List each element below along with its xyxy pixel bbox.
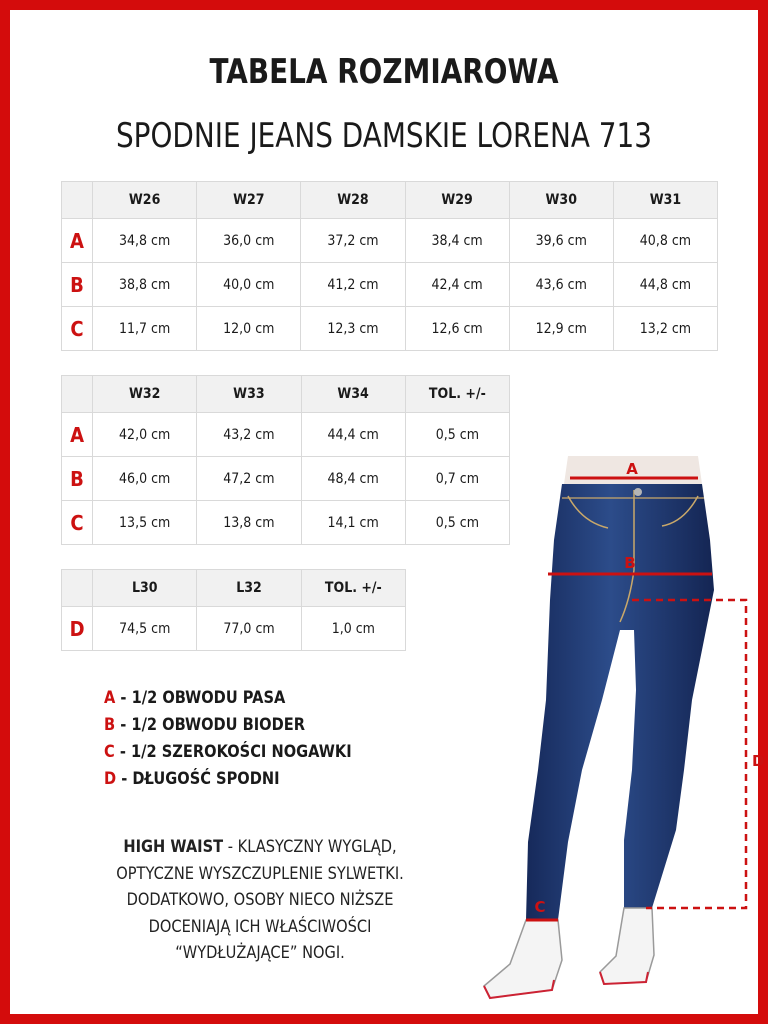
legend-item: [104, 685, 352, 712]
legend-key: D: [104, 769, 117, 789]
note-line: DODATKOWO, OSOBY NIECO NIŻSZE: [126, 890, 394, 910]
size-table-waist-26-31: [61, 181, 718, 351]
size-table-length: [61, 569, 406, 651]
measure-label-d: D: [752, 752, 765, 770]
row-label: A: [62, 413, 93, 457]
column-header: W33: [197, 376, 301, 413]
right-shoe: [600, 908, 654, 984]
column-header: W31: [613, 182, 717, 219]
jeans-body: [526, 484, 714, 920]
column-header: W30: [509, 182, 613, 219]
table-row: [62, 219, 718, 263]
table-cell: 14,1 cm: [301, 501, 405, 545]
page-title: TABELA ROZMIAROWA: [209, 52, 559, 92]
column-header: W34: [301, 376, 405, 413]
legend-item: [104, 739, 352, 766]
note-line: “WYDŁUŻAJĄCE” NOGI.: [175, 943, 345, 963]
measure-label-a: A: [626, 460, 638, 478]
note-line: OPTYCZNE WYSZCZUPLENIE SYLWETKI.: [116, 863, 404, 884]
table-cell: 42,4 cm: [405, 263, 509, 307]
table-cell: 36,0 cm: [197, 219, 301, 263]
table-cell: 12,0 cm: [197, 307, 301, 351]
table-cell: 12,6 cm: [405, 307, 509, 351]
table-cell: 47,2 cm: [197, 457, 301, 501]
table-cell: 44,8 cm: [613, 263, 717, 307]
table-cell: 44,4 cm: [301, 413, 405, 457]
note-line: [79, 834, 440, 861]
table-cell: 74,5 cm: [93, 607, 197, 651]
table-cell: 41,2 cm: [301, 263, 405, 307]
row-label: D: [62, 607, 93, 651]
legend-item: [104, 766, 352, 793]
table-cell: 40,0 cm: [197, 263, 301, 307]
column-header: W27: [197, 182, 301, 219]
table-header-row: [62, 570, 406, 607]
column-header: W26: [93, 182, 197, 219]
table-row: [62, 501, 510, 545]
legend-desc: - DŁUGOŚĆ SPODNI: [116, 769, 280, 789]
table-cell: 1,0 cm: [301, 607, 405, 651]
table-corner-cell: [62, 376, 93, 413]
table-header-row: [62, 376, 510, 413]
legend-key: A: [104, 688, 116, 708]
table-cell: 12,3 cm: [301, 307, 405, 351]
left-shoe: [484, 920, 562, 998]
measure-label-c: C: [534, 898, 546, 916]
legend-key: C: [104, 742, 115, 762]
table-cell: 40,8 cm: [613, 219, 717, 263]
table-cell: 34,8 cm: [93, 219, 197, 263]
column-header: L32: [197, 570, 301, 607]
column-header: W28: [301, 182, 405, 219]
row-label: B: [62, 457, 93, 501]
table-cell: 38,4 cm: [405, 219, 509, 263]
table-cell: 48,4 cm: [301, 457, 405, 501]
table-corner-cell: [62, 570, 93, 607]
table-cell: 12,9 cm: [509, 307, 613, 351]
table-row: [62, 307, 718, 351]
column-header: TOL. +/-: [301, 570, 405, 607]
table-cell: 46,0 cm: [93, 457, 197, 501]
high-waist-note: [79, 834, 440, 967]
table-row: [62, 607, 406, 651]
table-cell: 42,0 cm: [93, 413, 197, 457]
jeans-illustration: [470, 450, 766, 1010]
column-header: W32: [93, 376, 197, 413]
table-cell: 13,8 cm: [197, 501, 301, 545]
column-header: TOL. +/-: [405, 376, 509, 413]
note-line: DOCENIAJĄ ICH WŁAŚCIWOŚCI: [148, 916, 372, 937]
legend-item: [104, 712, 352, 739]
measurement-legend: [104, 685, 352, 793]
column-header: L30: [93, 570, 197, 607]
table-cell: 0,7 cm: [405, 457, 509, 501]
row-label: B: [62, 263, 93, 307]
size-table-waist-32-34: [61, 375, 510, 545]
row-label: A: [62, 219, 93, 263]
button-icon: [634, 488, 642, 496]
table-cell: 43,6 cm: [509, 263, 613, 307]
table-cell: 11,7 cm: [93, 307, 197, 351]
table-cell: 13,5 cm: [93, 501, 197, 545]
legend-desc: - 1/2 OBWODU BIODER: [115, 715, 305, 735]
table-header-row: [62, 182, 718, 219]
row-label: C: [62, 501, 93, 545]
table-cell: 39,6 cm: [509, 219, 613, 263]
table-corner-cell: [62, 182, 93, 219]
page-subtitle: SPODNIE JEANS DAMSKIE LORENA 713: [115, 116, 653, 156]
legend-key: B: [104, 715, 116, 735]
legend-desc: - 1/2 OBWODU PASA: [115, 688, 286, 708]
table-row: [62, 263, 718, 307]
table-cell: 77,0 cm: [197, 607, 301, 651]
table-row: [62, 413, 510, 457]
table-row: [62, 457, 510, 501]
row-label: C: [62, 307, 93, 351]
column-header: W29: [405, 182, 509, 219]
note-bold: HIGH WAIST: [123, 837, 224, 857]
table-cell: 43,2 cm: [197, 413, 301, 457]
note-text: - KLASYCZNY WYGLĄD,: [223, 837, 397, 857]
table-cell: 0,5 cm: [405, 501, 509, 545]
table-cell: 0,5 cm: [405, 413, 509, 457]
table-cell: 38,8 cm: [93, 263, 197, 307]
measure-label-b: B: [624, 554, 636, 572]
table-cell: 37,2 cm: [301, 219, 405, 263]
legend-desc: - 1/2 SZEROKOŚCI NOGAWKI: [114, 742, 352, 762]
table-cell: 13,2 cm: [613, 307, 717, 351]
